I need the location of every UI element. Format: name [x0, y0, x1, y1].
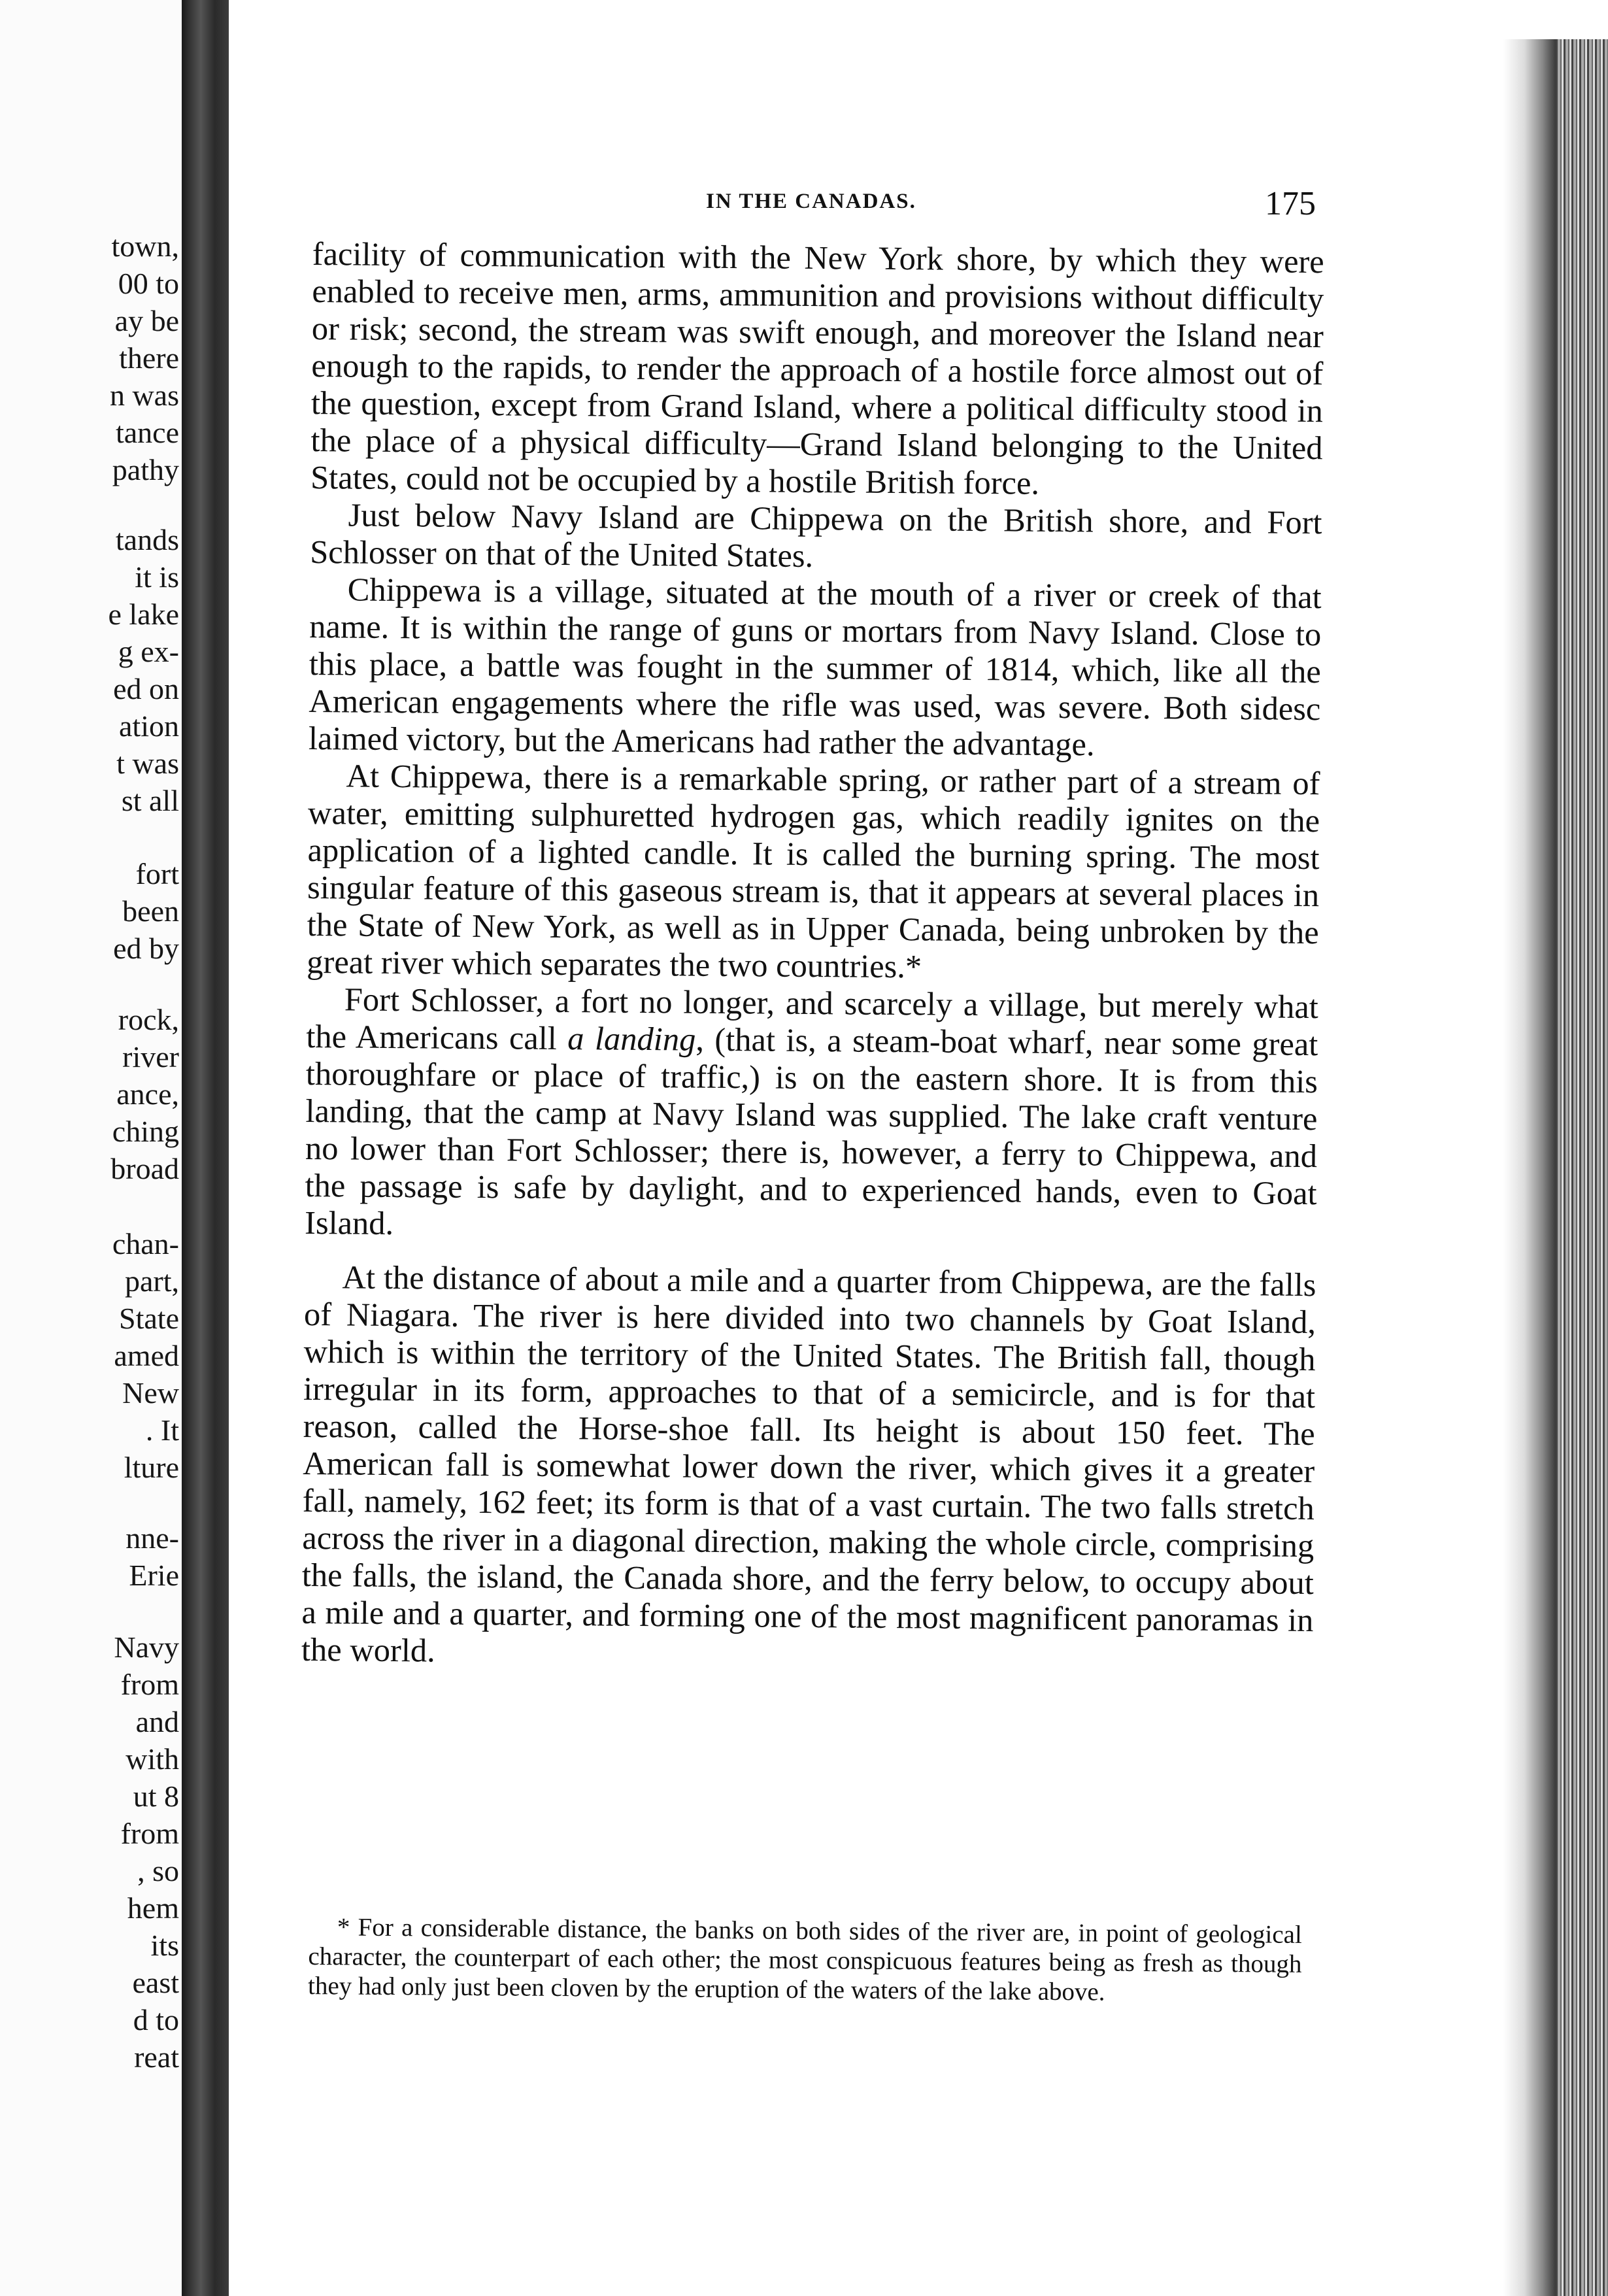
facing-line: from	[120, 1668, 179, 1701]
paragraph: At the distance of about a mile and a quarter from Chippewa, are the falls of Niagara. The river is here divided into two channels by Goat Island, which is within the territory of the United States. The British fall, though irregular in its form, approaches to that of a semicircle, and is for that reason, called the Horse-shoe fall. Its height is about 150 feet. The American fall is somewhat lower down the river, which gives it a greater fall, namely, 162 feet; its form is that of a vast curtain. The two falls stretch across the river in a diagonal direction, making the whole circle, comprising the falls, the island, the Canada shore, and the ferry below, to occupy about a mile and a quarter, and forming one of the most magnificent panoramas in the world.	[301, 1258, 1316, 1669]
facing-line: and	[135, 1705, 179, 1738]
facing-line: g ex-	[118, 635, 179, 668]
facing-line: amed	[114, 1339, 179, 1372]
facing-line: town,	[111, 229, 179, 263]
body-text	[301, 235, 1324, 1676]
book-gutter	[182, 0, 229, 2296]
facing-line: fort	[135, 857, 179, 890]
facing-line: e lake	[108, 598, 179, 631]
facing-line: ance,	[116, 1077, 179, 1111]
facing-line: broad	[110, 1152, 179, 1185]
facing-line: . It	[145, 1413, 179, 1447]
paragraph	[305, 981, 1318, 1249]
facing-line: lture	[124, 1451, 179, 1484]
facing-line: st all	[121, 784, 179, 817]
facing-line: Erie	[129, 1559, 179, 1592]
facing-line: ation	[119, 709, 179, 743]
facing-line: hem	[127, 1891, 179, 1925]
facing-line: ed by	[113, 932, 179, 965]
facing-page	[0, 0, 182, 2296]
facing-line: part,	[124, 1264, 179, 1298]
facing-line: rock,	[118, 1003, 179, 1036]
facing-line: ut 8	[133, 1780, 179, 1813]
paragraph-text: , (that is, a steam-boat wharf, near some great thoroughfare or place of traffic,) is on the eastern shore. It is from this landing, that the camp at Navy Island was supplied. The lake craft venture no lower than Fort Schlosser; there is, however, a ferry to Chippewa, and the passage is safe by daylight, and to experienced hands, even to Goat Island.	[304, 1021, 1318, 1242]
facing-line: it is	[135, 560, 179, 594]
facing-line: with	[126, 1742, 179, 1776]
facing-line: tance	[115, 416, 179, 449]
facing-line: ching	[112, 1115, 179, 1148]
facing-line: 00 to	[118, 267, 179, 300]
facing-line: chan-	[112, 1227, 179, 1260]
facing-line: State	[119, 1302, 179, 1335]
facing-line: t was	[116, 747, 179, 780]
paragraph: Chippewa is a village, situated at the mouth of a river or creek of that name. It is within the range of guns or mortars from Navy Island. Close to this place, a battle was fought in the summer of 1814, which, like all the American engagements where the rifle was used, was severe. Both sidesc laimed victory, but the Americans had rather the advantage.	[308, 571, 1322, 763]
facing-line: been	[122, 894, 179, 928]
facing-line: river	[122, 1040, 179, 1073]
italic-term: a landing	[567, 1020, 696, 1058]
facing-line: pathy	[112, 453, 179, 486]
running-head: IN THE CANADAS.	[706, 190, 916, 213]
facing-line: , so	[137, 1854, 179, 1887]
page-edges	[1556, 39, 1608, 2296]
facing-line: New	[122, 1376, 179, 1410]
facing-line: ay be	[114, 304, 179, 337]
facing-line: tands	[115, 523, 179, 556]
footnote: * For a considerable distance, the banks on both sides of the river are, in point of geological character, the counterpart of each other; the most conspicuous features being as fresh as though they had only just been cloven by the eruption of the waters of the lake above.	[307, 1913, 1302, 2006]
paragraph-text: Fort Schlosser, a fort no longer, and scarcely a village, but merely what the Americans call	[306, 981, 1318, 1057]
page-number: 175	[1265, 185, 1316, 222]
facing-line: its	[150, 1929, 179, 1962]
facing-line: nne-	[126, 1521, 179, 1555]
page-edge-shadow	[1503, 39, 1556, 2296]
facing-line: reat	[134, 2040, 179, 2074]
facing-line: Navy	[114, 1630, 179, 1664]
facing-line: d to	[133, 2003, 179, 2036]
facing-line: n was	[109, 379, 179, 412]
facing-line: there	[119, 341, 179, 375]
paragraph: Just below Navy Island are Chippewa on the British shore, and Fort Schlosser on that of the United States.	[309, 496, 1322, 575]
paragraph: At Chippewa, there is a remarkable spring, or rather part of a stream of water, emitting sulphuretted hydrogen gas, which readily ignites on the application of a lighted candle. It is called the burning spring. The most singular feature of this gaseous stream is, that it appears at several places in the State of New York, as well as in Upper Canada, being unbroken by the great river which separates the two countries.*	[307, 757, 1320, 985]
facing-line: ed on	[113, 672, 179, 705]
facing-line: east	[132, 1966, 179, 1999]
facing-line: from	[120, 1817, 179, 1850]
paragraph: facility of communication with the New York shore, by which they were enabled to receive men, arms, ammunition and provisions without difficulty or risk; second, the stream was swift enough, and moreover the Island near enough to the rapids, to render the approach of a hostile force almost out of the question, except from Grand Island, where a political difficulty stood in the place of a physical difficulty—Grand Island belonging to the United States, could not be occupied by a hostile British force.	[310, 235, 1324, 501]
